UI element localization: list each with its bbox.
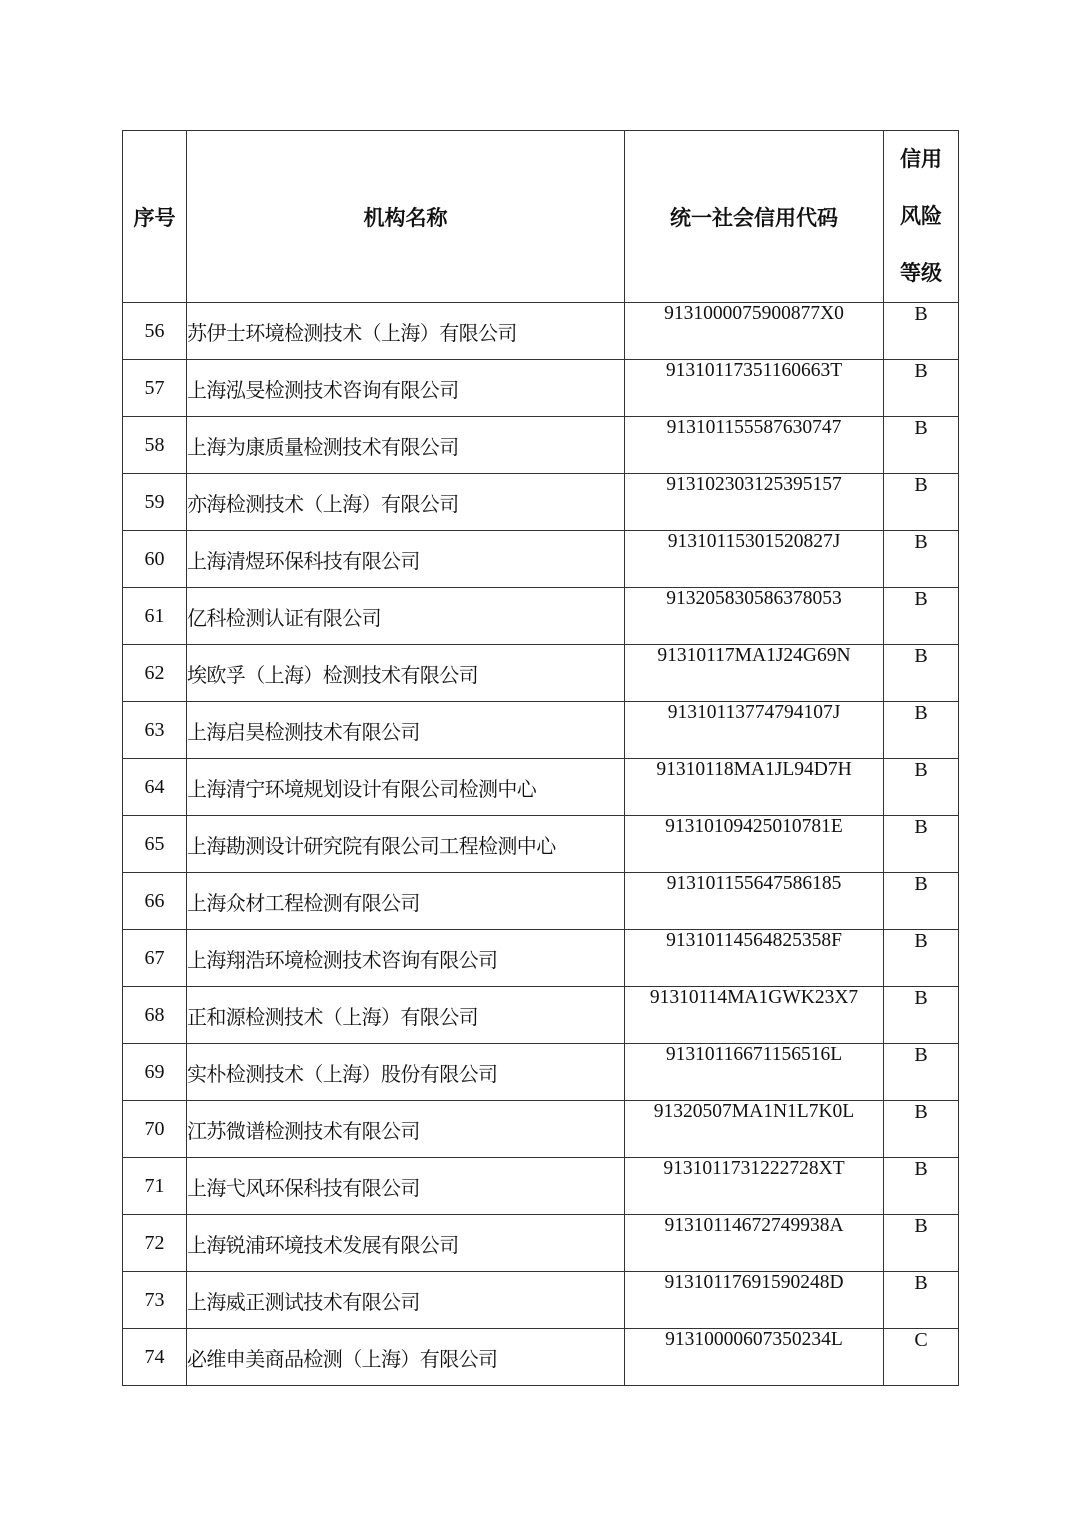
institution-name: 上海弋风环保科技有限公司 bbox=[187, 1158, 625, 1215]
risk-level: B bbox=[884, 645, 959, 702]
risk-level: B bbox=[884, 873, 959, 930]
risk-level: B bbox=[884, 1215, 959, 1272]
credit-code: 913102303125395157 bbox=[625, 474, 884, 531]
institution-name: 实朴检测技术（上海）股份有限公司 bbox=[187, 1044, 625, 1101]
table-row bbox=[123, 417, 959, 474]
credit-code: 91310114564825358F bbox=[625, 930, 884, 987]
risk-level: B bbox=[884, 417, 959, 474]
credit-code: 91310114MA1GWK23X7 bbox=[625, 987, 884, 1044]
row-number: 71 bbox=[123, 1158, 187, 1215]
institution-name: 亿科检测认证有限公司 bbox=[187, 588, 625, 645]
row-number: 63 bbox=[123, 702, 187, 759]
table-row bbox=[123, 474, 959, 531]
institution-name: 上海众材工程检测有限公司 bbox=[187, 873, 625, 930]
risk-level: B bbox=[884, 1101, 959, 1158]
row-number: 56 bbox=[123, 303, 187, 360]
institution-name: 苏伊士环境检测技术（上海）有限公司 bbox=[187, 303, 625, 360]
row-number: 68 bbox=[123, 987, 187, 1044]
risk-level: B bbox=[884, 930, 959, 987]
table-row bbox=[123, 1215, 959, 1272]
row-number: 65 bbox=[123, 816, 187, 873]
risk-level: B bbox=[884, 588, 959, 645]
table-row bbox=[123, 759, 959, 816]
table-row bbox=[123, 303, 959, 360]
credit-code: 91310115301520827J bbox=[625, 531, 884, 588]
credit-risk-table bbox=[122, 130, 959, 1386]
institution-name: 上海锐浦环境技术发展有限公司 bbox=[187, 1215, 625, 1272]
credit-code: 91310116671156516L bbox=[625, 1044, 884, 1101]
risk-level: B bbox=[884, 474, 959, 531]
table-row bbox=[123, 1101, 959, 1158]
row-number: 58 bbox=[123, 417, 187, 474]
table-header-row bbox=[123, 131, 959, 303]
credit-code: 9131000075900877X0 bbox=[625, 303, 884, 360]
header-risk-line3: 等级 bbox=[900, 261, 942, 285]
row-number: 70 bbox=[123, 1101, 187, 1158]
risk-level: B bbox=[884, 360, 959, 417]
row-number: 66 bbox=[123, 873, 187, 930]
risk-level: C bbox=[884, 1329, 959, 1386]
table-row bbox=[123, 1044, 959, 1101]
row-number: 67 bbox=[123, 930, 187, 987]
credit-code: 91310113774794107J bbox=[625, 702, 884, 759]
header-risk-line2: 风险 bbox=[900, 204, 942, 228]
table-row bbox=[123, 531, 959, 588]
row-number: 62 bbox=[123, 645, 187, 702]
credit-code: 91310118MA1JL94D7H bbox=[625, 759, 884, 816]
table-row bbox=[123, 360, 959, 417]
table-row bbox=[123, 930, 959, 987]
institution-name: 上海清煜环保科技有限公司 bbox=[187, 531, 625, 588]
table-row bbox=[123, 645, 959, 702]
risk-level: B bbox=[884, 987, 959, 1044]
credit-code: 913101155587630747 bbox=[625, 417, 884, 474]
table-row bbox=[123, 1158, 959, 1215]
credit-code: 91310117691590248D bbox=[625, 1272, 884, 1329]
row-number: 69 bbox=[123, 1044, 187, 1101]
institution-name: 上海为康质量检测技术有限公司 bbox=[187, 417, 625, 474]
credit-code: 91310114672749938A bbox=[625, 1215, 884, 1272]
table-row bbox=[123, 702, 959, 759]
credit-code: 913101155647586185 bbox=[625, 873, 884, 930]
credit-code: 91310000607350234L bbox=[625, 1329, 884, 1386]
risk-level: B bbox=[884, 1272, 959, 1329]
credit-code: 913205830586378053 bbox=[625, 588, 884, 645]
institution-name: 正和源检测技术（上海）有限公司 bbox=[187, 987, 625, 1044]
header-no: 序号 bbox=[123, 131, 187, 303]
risk-level: B bbox=[884, 816, 959, 873]
row-number: 61 bbox=[123, 588, 187, 645]
credit-code: 91320507MA1N1L7K0L bbox=[625, 1101, 884, 1158]
table-row bbox=[123, 1329, 959, 1386]
credit-code: 91310109425010781E bbox=[625, 816, 884, 873]
risk-level: B bbox=[884, 759, 959, 816]
institution-name: 必维申美商品检测（上海）有限公司 bbox=[187, 1329, 625, 1386]
table-row bbox=[123, 816, 959, 873]
risk-level: B bbox=[884, 1044, 959, 1101]
institution-name: 上海威正测试技术有限公司 bbox=[187, 1272, 625, 1329]
header-code: 统一社会信用代码 bbox=[625, 131, 884, 303]
row-number: 64 bbox=[123, 759, 187, 816]
table-row bbox=[123, 588, 959, 645]
institution-name: 上海泓旻检测技术咨询有限公司 bbox=[187, 360, 625, 417]
table-body bbox=[123, 303, 959, 1386]
header-risk bbox=[884, 131, 959, 303]
risk-level: B bbox=[884, 303, 959, 360]
risk-level: B bbox=[884, 531, 959, 588]
row-number: 59 bbox=[123, 474, 187, 531]
risk-level: B bbox=[884, 1158, 959, 1215]
table-row bbox=[123, 873, 959, 930]
institution-name: 上海启昊检测技术有限公司 bbox=[187, 702, 625, 759]
row-number: 57 bbox=[123, 360, 187, 417]
table-row bbox=[123, 987, 959, 1044]
risk-level: B bbox=[884, 702, 959, 759]
institution-name: 上海清宁环境规划设计有限公司检测中心 bbox=[187, 759, 625, 816]
credit-code: 9131011731222728XT bbox=[625, 1158, 884, 1215]
institution-name: 江苏微谱检测技术有限公司 bbox=[187, 1101, 625, 1158]
header-name: 机构名称 bbox=[187, 131, 625, 303]
row-number: 74 bbox=[123, 1329, 187, 1386]
table-row bbox=[123, 1272, 959, 1329]
institution-name: 亦海检测技术（上海）有限公司 bbox=[187, 474, 625, 531]
credit-code: 91310117351160663T bbox=[625, 360, 884, 417]
credit-code: 91310117MA1J24G69N bbox=[625, 645, 884, 702]
row-number: 72 bbox=[123, 1215, 187, 1272]
row-number: 60 bbox=[123, 531, 187, 588]
institution-name: 上海勘测设计研究院有限公司工程检测中心 bbox=[187, 816, 625, 873]
institution-name: 埃欧孚（上海）检测技术有限公司 bbox=[187, 645, 625, 702]
row-number: 73 bbox=[123, 1272, 187, 1329]
institution-name: 上海翔浩环境检测技术咨询有限公司 bbox=[187, 930, 625, 987]
header-risk-line1: 信用 bbox=[900, 147, 942, 171]
